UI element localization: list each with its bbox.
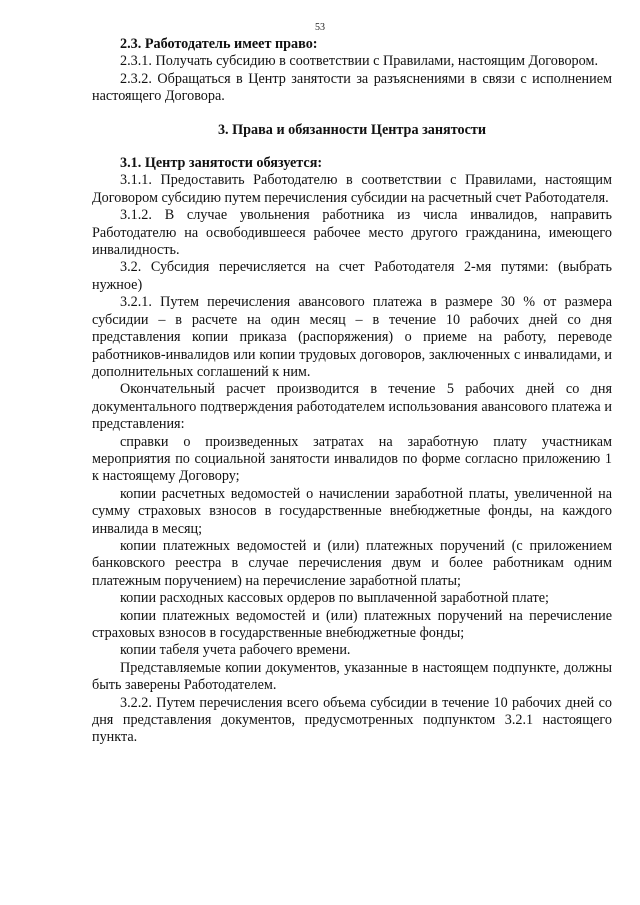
page-number: 53: [315, 22, 325, 33]
list-item: копии табеля учета рабочего времени.: [120, 642, 351, 659]
list-item: копии платежных ведомостей и (или) платежных поручений (с приложением банковского реестра в случае перечисления двум и более работникам одним платежным поручением) на перечисление заработной платы;: [92, 537, 612, 589]
paragraph-2-3-1: 2.3.1. Получать субсидию в соответствии с Правилами, настоящим Договором.: [120, 53, 598, 70]
section-3-heading: 3. Права и обязанности Центра занятости: [217, 121, 487, 138]
paragraph-3-1-2: 3.1.2. В случае увольнения работника из числа инвалидов, направить Работодателю на освободившееся рабочее место другого гражданина, имеющего инвалидность.: [92, 207, 612, 259]
section-3-1-heading: 3.1. Центр занятости обязуется:: [120, 155, 323, 172]
paragraph-3-1-1: 3.1.1. Предоставить Работодателю в соответствии с Правилами, настоящим Договором субсидию путем перечисления субсидии на расчетный счет Работодателя.: [92, 172, 612, 206]
paragraph-3-2-1: 3.2.1. Путем перечисления авансового платежа в размере 30 % от размера субсидии – в расчете на один месяц – в течение 10 рабочих дней со дня представления копии приказа (распоряжения) о приеме на работу, переводе работников-инвалидов или копии трудовых договоров, заключенных с инвалидами, и дополнительных соглашений к ним.: [92, 294, 612, 380]
paragraph-3-2-2: 3.2.2. Путем перечисления всего объема субсидии в течение 10 рабочих дней со дня представления документов, предусмотренных подпунктом 3.2.1 настоящего пункта.: [92, 694, 612, 746]
paragraph-final-settlement: Окончательный расчет производится в течение 5 рабочих дней со дня документального подтверждения работодателем использования авансового платежа и представления:: [92, 381, 612, 433]
list-item: копии платежных ведомостей и (или) платежных поручений на перечисление страховых взносов в государственные внебюджетные фонды;: [92, 607, 612, 641]
section-2-3-heading: 2.3. Работодатель имеет право:: [120, 36, 318, 52]
paragraph-certified-copies: Представляемые копии документов, указанные в настоящем подпункте, должны быть заверены Работодателем.: [92, 659, 612, 694]
list-item: справки о произведенных затратах на заработную плату участникам мероприятия по социальной занятости инвалидов по форме согласно приложению 1 к настоящему Договору;: [92, 433, 612, 485]
paragraph-2-3-2: 2.3.2. Обращаться в Центр занятости за разъяснениями в связи с исполнением настоящего Договора.: [92, 70, 612, 105]
paragraph-3-2: 3.2. Субсидия перечисляется на счет Работодателя 2-мя путями: (выбрать нужное): [92, 259, 612, 293]
list-item: копии расходных кассовых ордеров по выплаченной заработной плате;: [120, 590, 549, 607]
list-item: копии расчетных ведомостей о начислении заработной платы, увеличенной на сумму страховых взносов в государственные внебюджетные фонды, на каждого инвалида в месяц;: [92, 485, 612, 537]
document-body: [92, 36, 612, 747]
